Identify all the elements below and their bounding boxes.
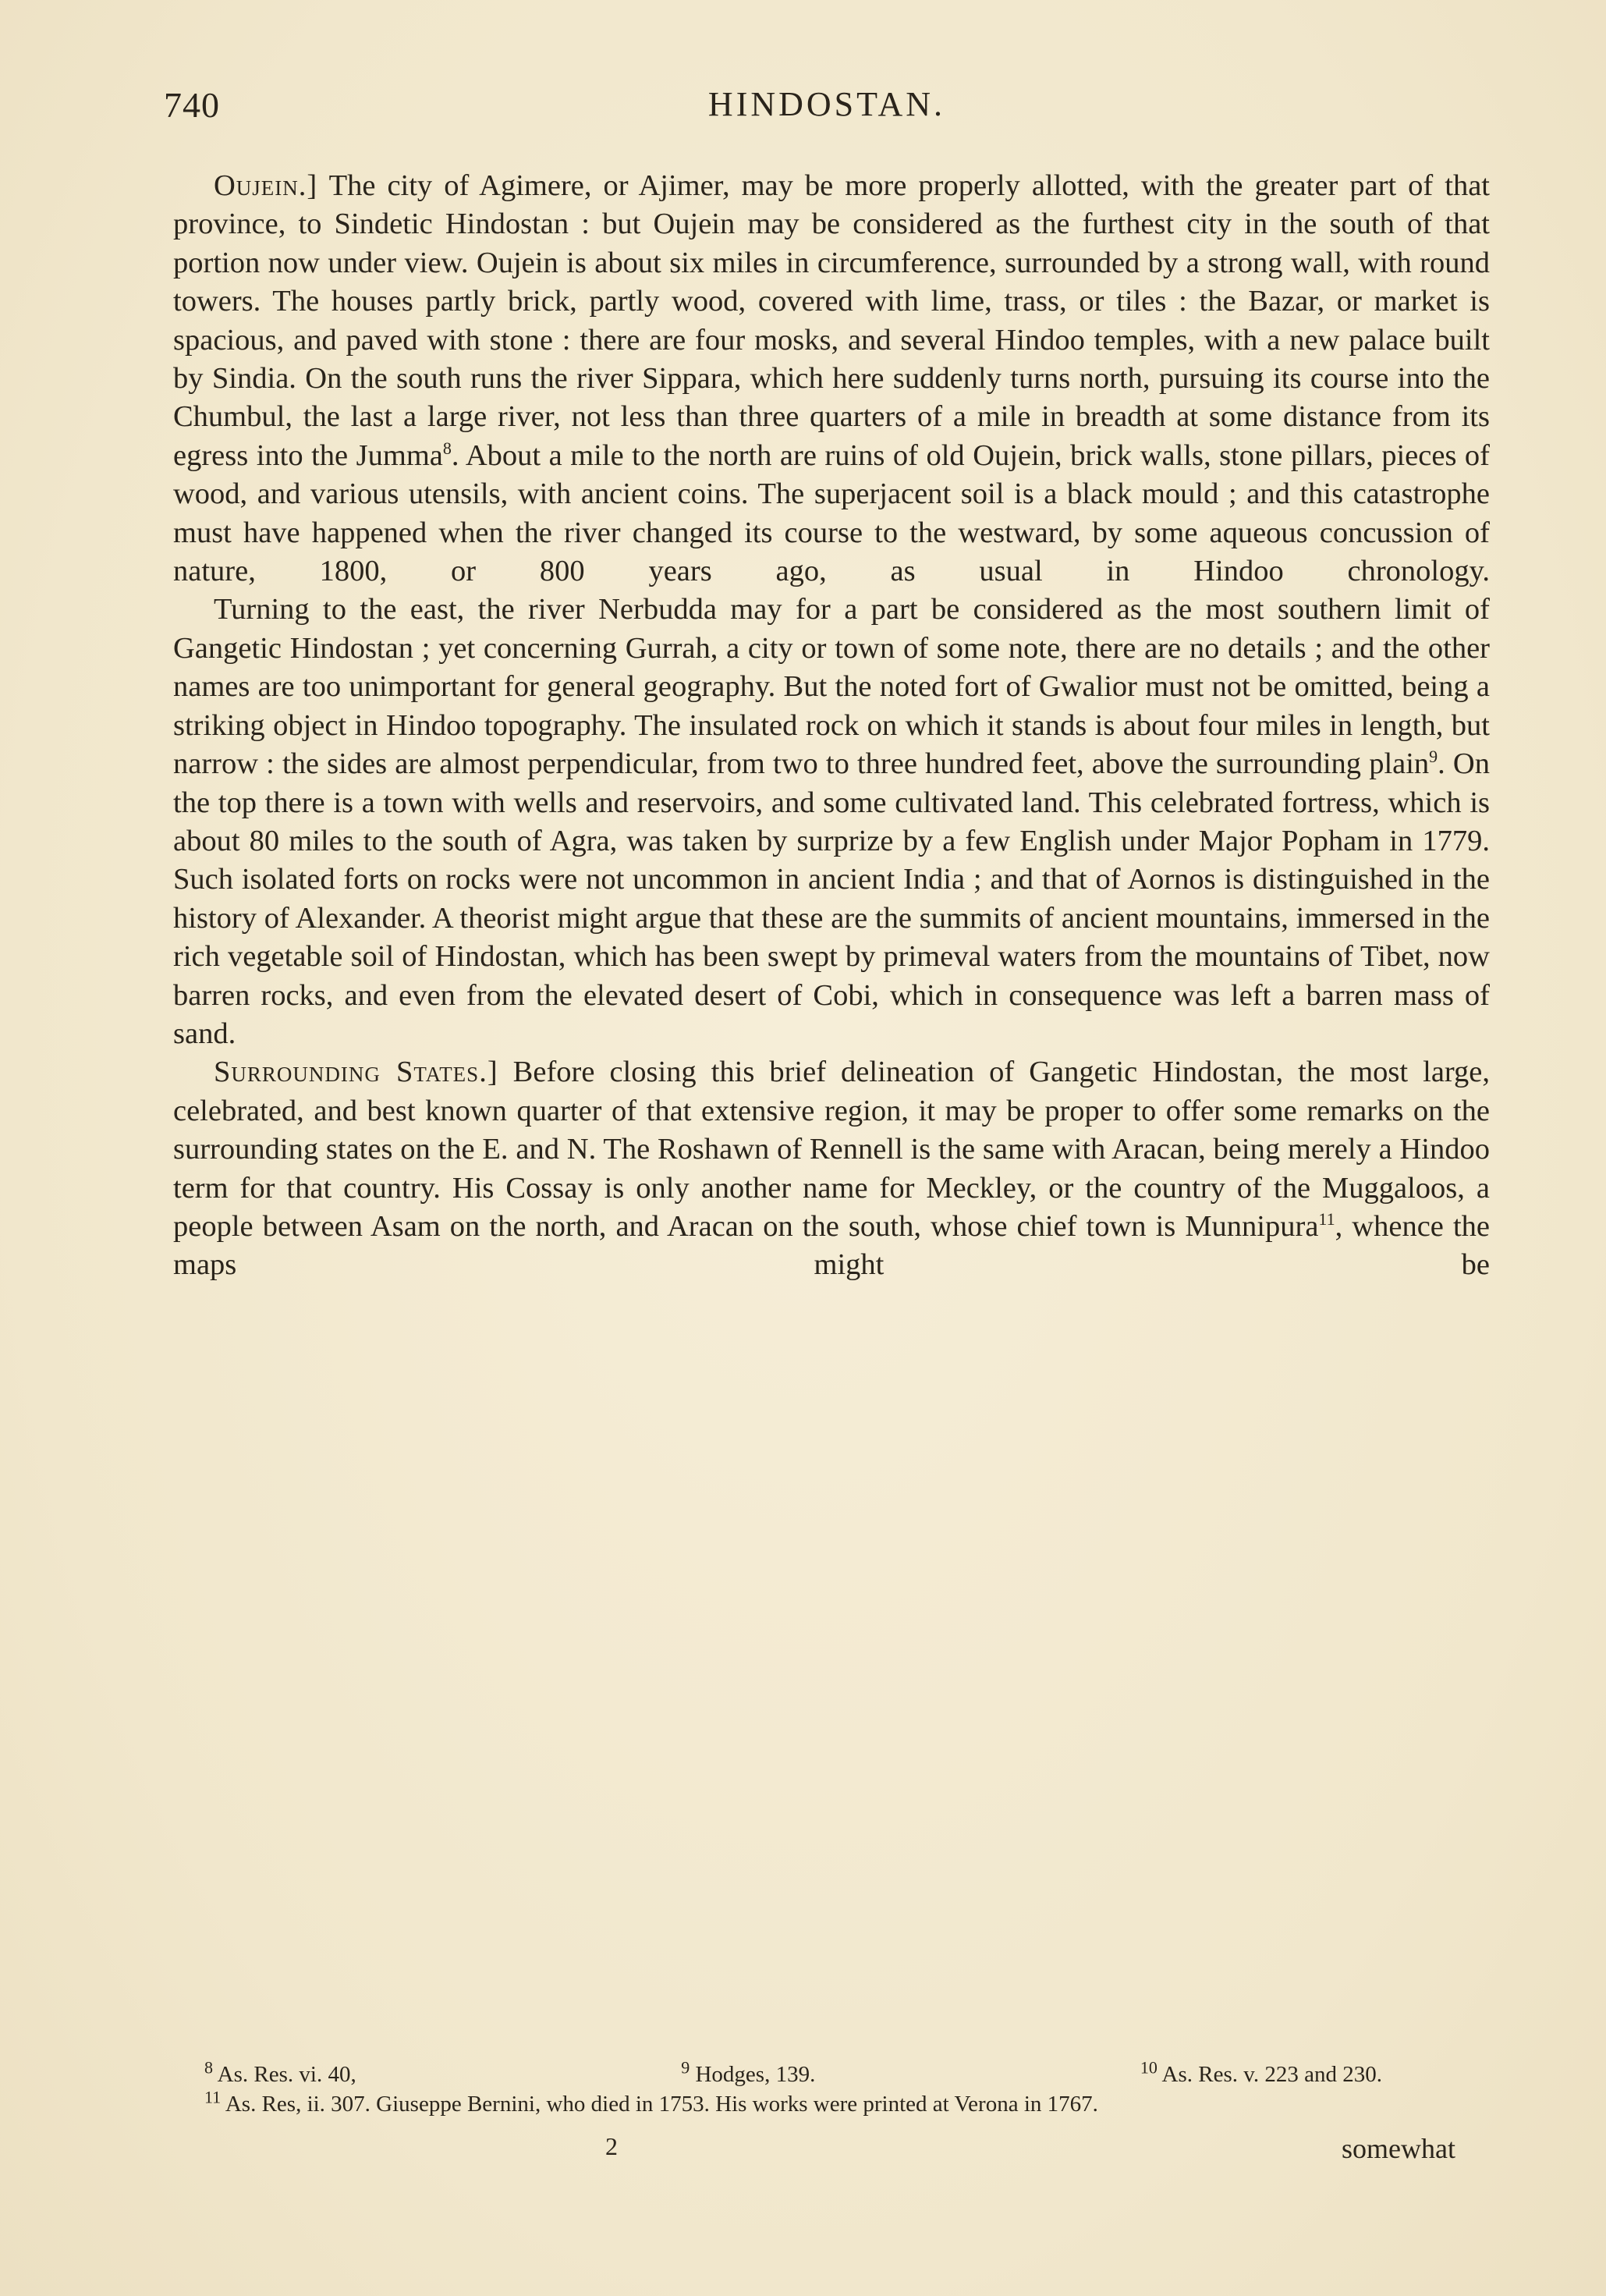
footnote-ref: 8 <box>442 438 452 459</box>
footnote-11 <box>204 2089 1491 2119</box>
paragraph-text: Turning to the east, the river Nerbudda may for a part be considered as the most southern limit of Gangetic Hindostan ; yet concerning Gurrah, a city or town of some note, there are no details ; and the other names are too unimportant for general geography. But the noted fort of Gwalior must not be omitted, being a striking object in Hindoo topography. The insulated rock on which it stands is about four miles in length, but narrow : the sides are almost perpendicular, from two to three hundred feet, above the surrounding plain <box>173 593 1490 781</box>
paragraph-text: The city of Agimere, or Ajimer, may be more properly allotted, with the greater part of that province, to Sindetic Hindostan : but Oujein may be considered as the furthest city in the south of that portion now under view. Oujein is about six miles in circumference, surrounded by a strong wall, with round towers. The houses partly brick, partly wood, covered with lime, trass, or tiles : the Bazar, or market is spacious, and paved with stone : there are four mosks, and several Hindoo temples, with a new palace built by Sindia. On the south runs the river Sippara, which here suddenly turns north, pursuing its course into the Chumbul, the last a large river, not less than three quarters of a mile in breadth at some distance from its egress into the Jumma <box>173 169 1490 472</box>
catchword: somewhat <box>1342 2133 1455 2164</box>
footnote-text: As. Res, ii. 307. Giuseppe Bernini, who died in 1753. His works were printed at Verona in 1767. <box>225 2092 1098 2117</box>
sidenote-surrounding-states: Surrounding States.] <box>214 1056 498 1089</box>
footnote-text: Hodges, 139. <box>695 2062 816 2087</box>
footnote-9 <box>681 2057 816 2089</box>
footnote-ref: 11 <box>1318 1209 1335 1230</box>
running-title: HINDOSTAN. <box>707 85 946 123</box>
footnote-text: As. Res. vi. 40, <box>217 2062 356 2087</box>
body-text <box>173 167 1490 1285</box>
paragraph-surrounding-states <box>173 1053 1490 1284</box>
footnote-8 <box>204 2057 356 2089</box>
footnotes <box>204 2057 1491 2119</box>
sidenote-oujein: Oujein.] <box>214 169 318 202</box>
signature-mark: 2 <box>605 2132 618 2160</box>
paragraph-text: . On the top there is a town with wells and reservoirs, and some cultivated land. This celebrated fortress, which is about 80 miles to the south of Agra, was taken by surprize by a few English under Major Popham in 1779. Such isolated forts on rocks were not uncommon in ancient India ; and that of Aornos is distinguished in the history of Alexander. A theorist might argue that these are the summits of ancient mountains, immersed in the rich vegetable soil of Hindostan, which has been swept by primeval waters from the mountains of Tibet, now barren rocks, and even from the elevated desert of Cobi, which in consequence was left a barren mass of sand. <box>173 747 1490 1050</box>
footnote-mark: 10 <box>1140 2057 1158 2078</box>
paragraph-oujein <box>173 167 1490 591</box>
footnote-ref: 9 <box>1429 747 1438 767</box>
footnote-10 <box>1140 2057 1382 2089</box>
paragraph-text: , whence the maps might be <box>173 1209 1490 1282</box>
paragraph-gwalior-text <box>173 591 1490 1053</box>
footnote-mark: 11 <box>204 2087 222 2107</box>
paragraph-text: Before closing this brief delineation of Gangetic Hindostan, the most large, celebrated, and best known quarter of that extensive region, it may be proper to offer some remarks on the surrounding states on the E. and N. The Roshawn of Rennell is the same with Aracan, being merely a Hindoo term for that country. His Cossay is only another name for Meckley, or the country of the Muggaloos, a people between Asam on the north, and Aracan on the south, whose chief town is Munnipura <box>173 1056 1490 1243</box>
footnote-row <box>204 2057 1491 2089</box>
footnote-mark: 8 <box>204 2057 213 2078</box>
running-head <box>164 84 1490 131</box>
footnote-mark: 9 <box>681 2057 690 2078</box>
paragraph-text: . About a mile to the north are ruins of old Oujein, brick walls, stone pillars, pieces of wood, and various utensils, with ancient coins. The superjacent soil is a black mould ; and this catastrophe must have happened when the river changed its course to the westward, by some aqueous concussion of nature, 1800, or 800 years ago, as usual in Hindoo chronology. <box>173 438 1491 588</box>
footnote-text: As. Res. v. 223 and 230. <box>1161 2062 1382 2087</box>
page-number: 740 <box>164 85 220 125</box>
